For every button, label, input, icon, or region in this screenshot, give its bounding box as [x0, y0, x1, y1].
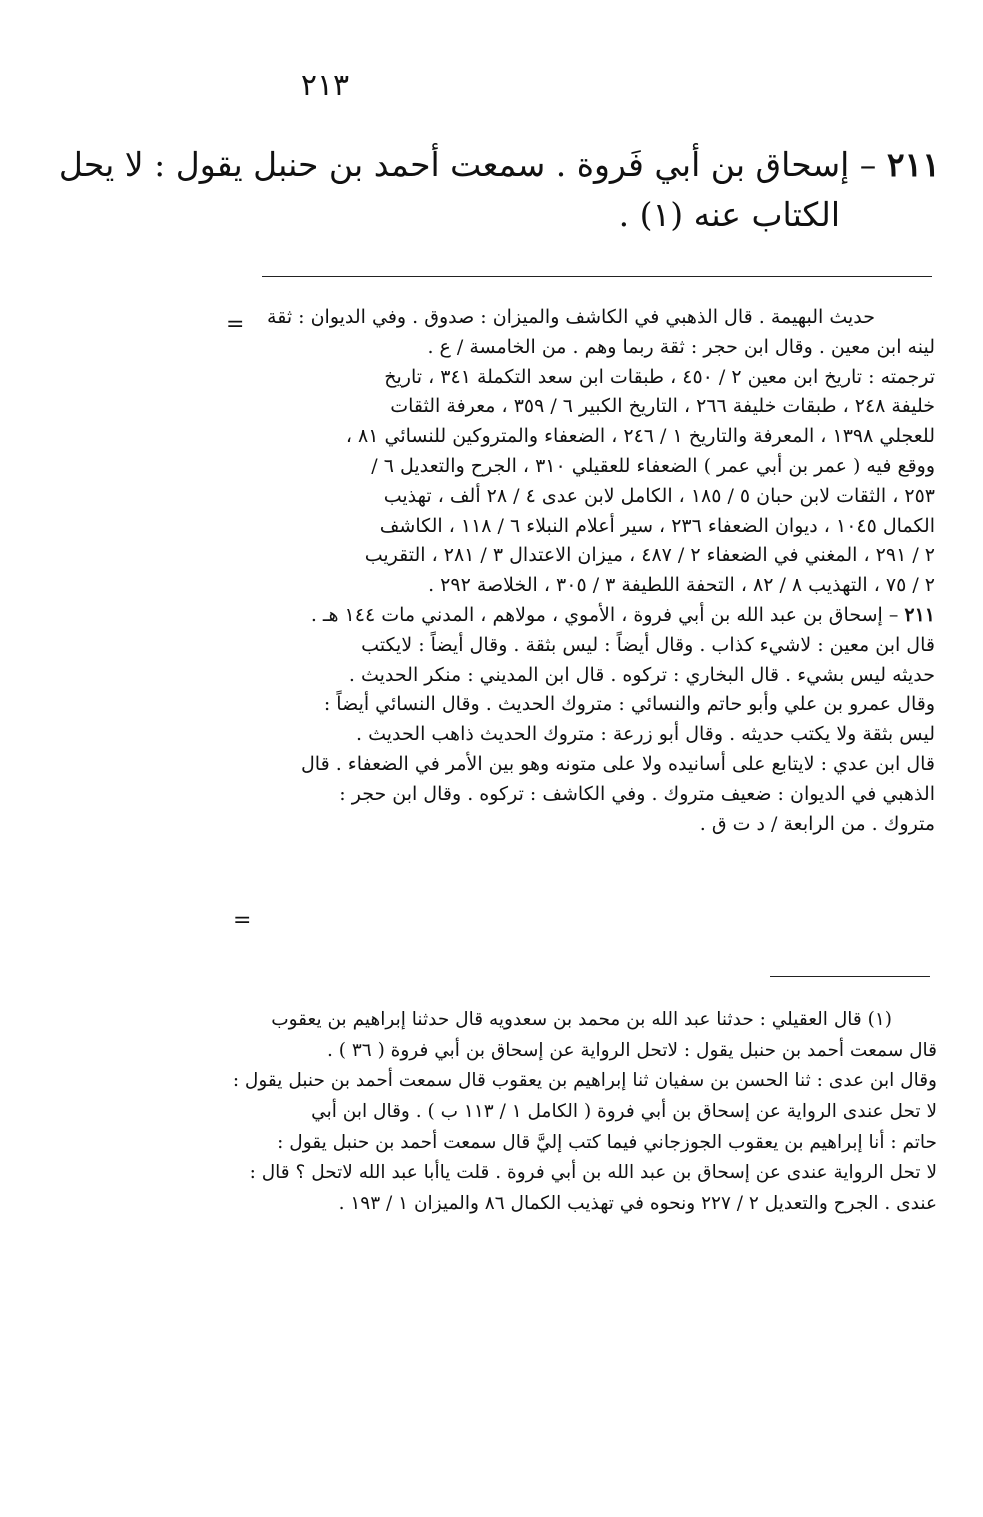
note-line: حديثه ليس بشيء . قال البخاري : تركوه . قال ابن المديني : منكر الحديث .	[348, 663, 935, 686]
note-line: قال ابن معين : لاشيء كذاب . وقال أيضاً : ليس بثقة . وقال أيضاً : لايكتب	[361, 633, 935, 656]
note-entry-number: ٢١١	[904, 603, 935, 626]
note-line: ٢٥٣ ، الثقات لابن حبان ٥ / ١٨٥ ، الكامل لابن عدى ٤ / ٢٨ ألف ، تهذيب	[383, 484, 935, 507]
note-line: ووقع فيه ( عمر بن أبي عمر ) الضعفاء للعقيلي ٣١٠ ، الجرح والتعديل ٦ /	[371, 454, 935, 477]
footnote-line: (١) قال العقيلي : حدثنا عبد الله بن محمد بن سعدويه قال حدثنا إبراهيم بن يعقوب	[271, 1009, 892, 1030]
note-entry-first-line	[235, 601, 935, 631]
note-line: خليفة ٢٤٨ ، طبقات خليفة ٢٦٦ ، التاريخ الكبير ٦ / ٣٥٩ ، معرفة الثقات	[390, 395, 935, 418]
continuation-mark: =	[226, 312, 245, 337]
main-entry	[58, 140, 940, 240]
notes-section	[235, 303, 935, 839]
page-number: ٢١٣	[300, 68, 350, 103]
footnote-line: عندى . الجرح والتعديل ٢ / ٢٢٧ ونحوه في تهذيب الكمال ٨٦ والميزان ١ / ١٩٣ .	[338, 1193, 937, 1215]
footnote-line: لا تحل عندى الرواية عن إسحاق بن أبي فروة ( الكامل ١ / ١١٣ ب ) . وقال ابن أبي	[311, 1101, 937, 1123]
note-line: قال ابن عدي : لايتابع على أسانيده ولا على متونه وهو بين الأمر في الضعفاء . قال	[301, 752, 935, 775]
note-line: ٢ / ٢٩١ ، المغني في الضعفاء ٢ / ٤٨٧ ، ميزان الاعتدال ٣ / ٢٨١ ، التقريب	[364, 544, 935, 567]
note-line: ٢ / ٧٥ ، التهذيب ٨ / ٨٢ ، التحفة اللطيفة ٣ / ٣٠٥ ، الخلاصة ٢٩٢ .	[428, 574, 935, 597]
note-entry-heading: – إسحاق بن عبد الله بن أبي فروة ، الأموي ، مولاهم ، المدني مات ١٤٤ هـ .	[310, 603, 899, 626]
note-line: حديث البهيمة . قال الذهبي في الكاشف والميزان : صدوق . وفي الديوان : ثقة	[267, 306, 875, 328]
note-line: ليس بثقة ولا يكتب حديثه . وقال أبو زرعة : متروك الحديث ذاهب الحديث .	[356, 723, 935, 746]
entry-text-line-2: الكتاب عنه (١) .	[618, 195, 840, 234]
end-mark: =	[233, 908, 252, 933]
note-line: الذهبي في الديوان : ضعيف متروك . وفي الكاشف : تركوه . وقال ابن حجر :	[339, 782, 935, 805]
main-entry-line-1	[58, 140, 940, 190]
entry-text-line-1: – إسحاق بن أبي فَروة . سمعت أحمد بن حنبل يقول : لا يحل	[58, 145, 877, 184]
notes-divider	[262, 276, 932, 277]
note-line: متروك . من الرابعة / د ت ق .	[699, 812, 935, 835]
footnote-line: لا تحل الرواية عندى عن إسحاق بن عبد الله بن أبي فروة . قلت ياأبا عبد الله لاتحل ؟ قال :	[249, 1162, 937, 1184]
note-line: للعجلي ١٣٩٨ ، المعرفة والتاريخ ١ / ٢٤٦ ، الضعفاء والمتروكين للنسائي ٨١ ،	[345, 425, 935, 448]
entry-number: ٢١١	[886, 145, 940, 184]
note-line: لينه ابن معين . وقال ابن حجر : ثقة ربما وهم . من الخامسة / ع .	[427, 335, 935, 358]
note-line: ترجمته : تاريخ ابن معين ٢ / ٤٥٠ ، طبقات ابن سعد التكملة ٣٤١ ، تاريخ	[384, 365, 935, 388]
footnote-line: وقال ابن عدى : ثنا الحسن بن سفيان ثنا إبراهيم بن يعقوب قال سمعت أحمد بن حنبل يقول :	[232, 1070, 937, 1092]
footnote-line: حاتم : أنا إبراهيم بن يعقوب الجوزجاني فيما كتب إليَّ قال سمعت أحمد بن حنبل يقول :	[277, 1131, 937, 1153]
footnote-divider	[770, 976, 930, 977]
note-line: الكمال ١٠٤٥ ، ديوان الضعفاء ٢٣٦ ، سير أعلام النبلاء ٦ / ١١٨ ، الكاشف	[379, 514, 935, 537]
footnote-line: قال سمعت أحمد بن حنبل يقول : لاتحل الرواية عن إسحاق بن أبي فروة ( ٣٦ ) .	[326, 1039, 937, 1061]
note-line: وقال عمرو بن علي وأبو حاتم والنسائي : متروك الحديث . وقال النسائي أيضاً :	[323, 693, 935, 716]
footnote-section	[232, 1005, 937, 1220]
